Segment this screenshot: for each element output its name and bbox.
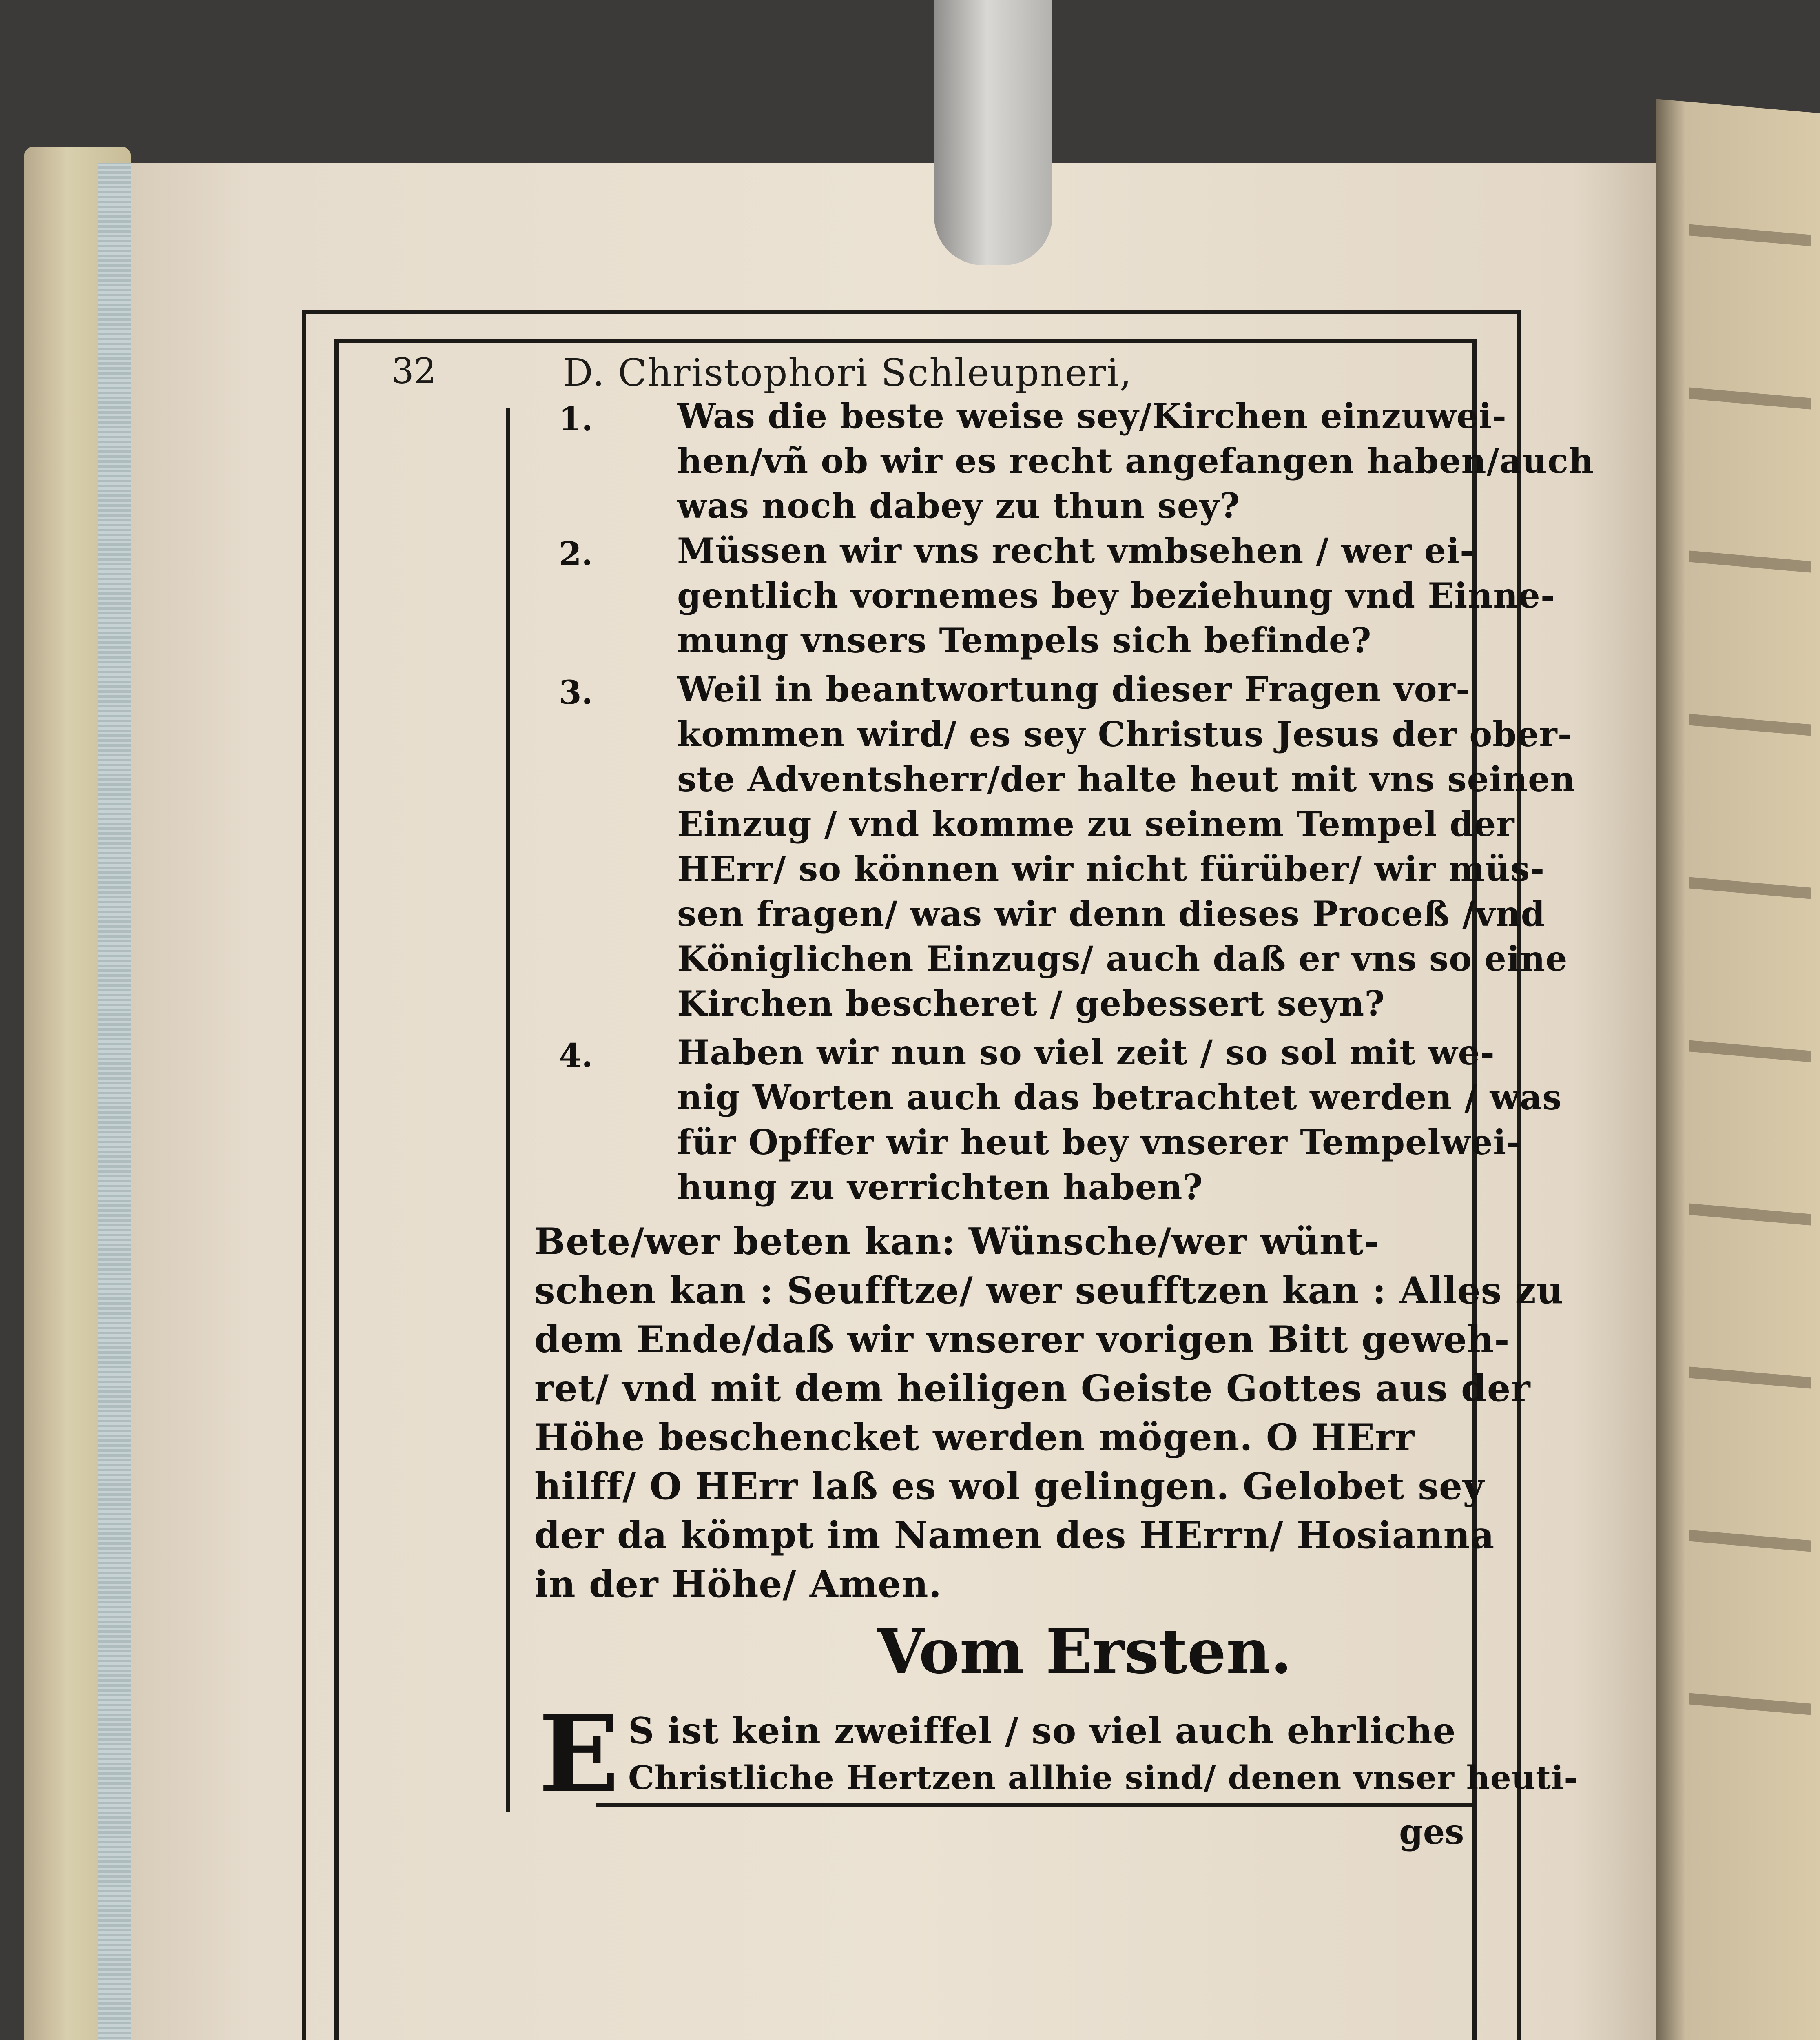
item-number: 1. [559,400,593,438]
text-line: hen/vñ ob wir es recht angefangen haben/auch [677,441,1594,481]
text-line: hilff/ O HErr laß es wol gelingen. Gelobet sey [534,1465,1485,1508]
page-number: 32 [392,351,436,392]
text-base-rule [596,1803,1472,1807]
text-line: Müssen wir vns recht vmbsehen / wer ei- [677,530,1475,571]
text-line: mung vnsers Tempels sich befinde? [677,620,1372,661]
text-line: Was die beste weise sey/Kirchen einzuwei- [677,396,1507,436]
text-line: gentlich vornemes bey beziehung vnd Einne- [677,575,1555,616]
section-heading: Vom Ersten. [877,1616,1292,1687]
text-line: Höhe beschencket werden mögen. O HErr [534,1416,1415,1459]
facing-page-edge [1656,99,1820,2040]
text-line: Kirchen bescheret / gebessert seyn? [677,983,1385,1024]
text-line: ret/ vnd mit dem heiligen Geiste Gottes aus der [534,1367,1531,1410]
text-line: Königlichen Einzugs/ auch daß er vns so eine [677,938,1568,979]
text-line: HErr/ so können wir nicht fürüber/ wir müs- [677,849,1545,889]
text-line: Christliche Hertzen allhie sind/ denen vnser heuti- [628,1758,1578,1797]
text-line: Weil in beantwortung dieser Fragen vor- [677,669,1470,710]
item-number: 3. [559,673,593,712]
text-line: nig Worten auch das betrachtet werden / was [677,1077,1562,1118]
book-clip-top [934,0,1052,265]
text-line: kommen wird/ es sey Christus Jesus der ober- [677,714,1572,754]
drop-capital: E [538,1692,620,1816]
text-line: was noch dabey zu thun sey? [677,486,1240,526]
margin-rule [506,408,510,1812]
text-line: hung zu verrichten haben? [677,1167,1203,1207]
text-line: dem Ende/daß wir vnserer vorigen Bitt geweh- [534,1318,1510,1361]
item-number: 2. [559,534,593,573]
text-line: sen fragen/ was wir denn dieses Proceß /vnd [677,894,1545,934]
running-title: D. Christophori Schleupneri, [563,351,1132,395]
item-number: 4. [559,1036,593,1075]
text-line: S ist kein zweiffel / so viel auch ehrliche [628,1710,1456,1752]
text-line: schen kan : Seufftze/ wer seufftzen kan : Alles zu [534,1269,1564,1312]
text-line: für Opffer wir heut bey vnserer Tempelwei- [677,1122,1521,1162]
text-line: in der Höhe/ Amen. [534,1563,942,1606]
text-line: der da kömpt im Namen des HErrn/ Hosianna [534,1514,1495,1557]
text-line: ste Adventsherr/der halte heut mit vns seinen [677,759,1576,799]
text-line: Bete/wer beten kan: Wünsche/wer wünt- [534,1220,1380,1263]
text-line: Einzug / vnd komme zu seinem Tempel der [677,804,1515,844]
catchword: ges [1399,1812,1464,1852]
text-line: Haben wir nun so viel zeit / so sol mit we- [677,1032,1495,1073]
